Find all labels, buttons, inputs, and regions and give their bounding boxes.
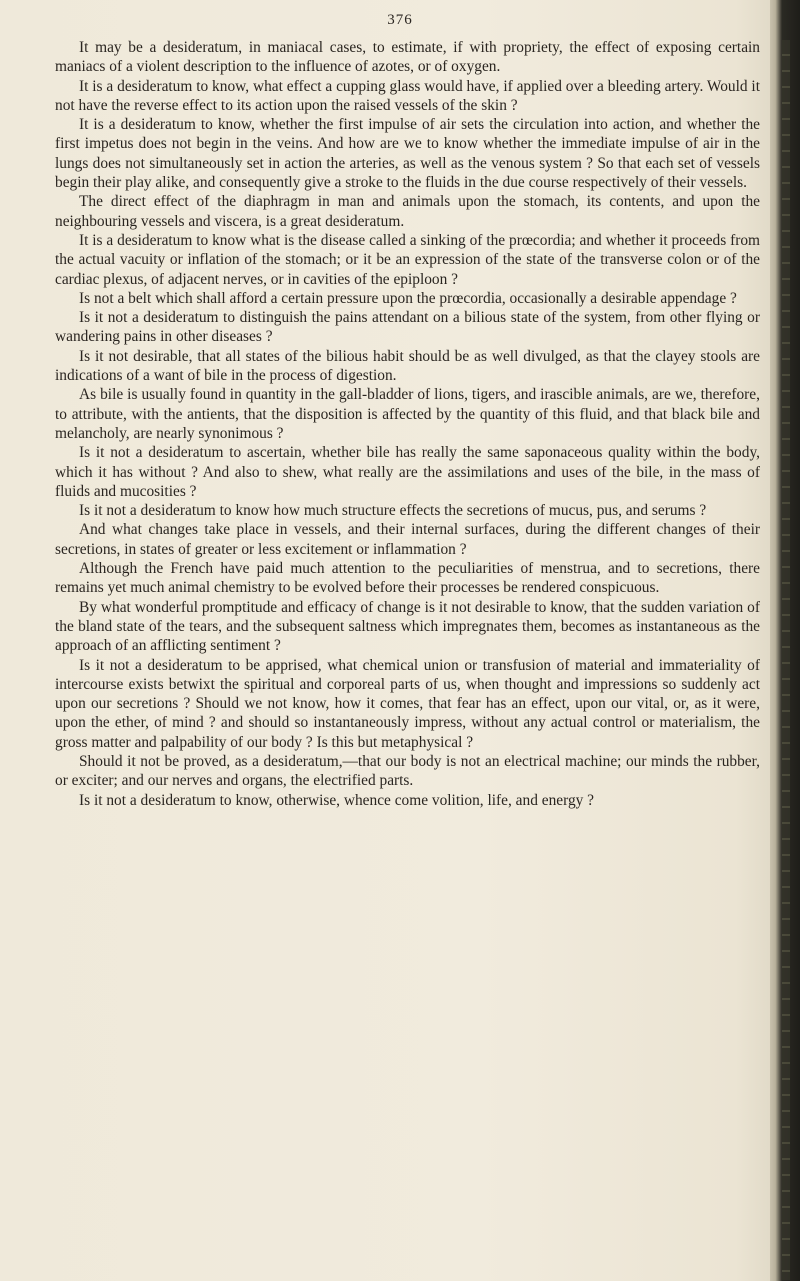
paragraph: The direct effect of the diaphragm in man and animals upon the stomach, its contents, and upon the neighbouring vessels and viscera, is a great desideratum. (55, 193, 760, 230)
paragraph: By what wonderful promptitude and efficacy of change is it not desirable to know, that the sudden variation of the bland state of the tears, and the subsequent saltness which impregnates them, becomes as instantaneous as the approach of an afflicting sentiment ? (55, 598, 760, 655)
paragraph: It is a desideratum to know, what effect a cupping glass would have, if applied over a bleeding artery. Would it not have the reverse effect to its action upon the raised vessels of the skin ? (55, 77, 760, 114)
paragraph: Is it not a desideratum to know how much structure effects the secretions of mucus, pus, and serums ? (79, 502, 707, 520)
paragraph: It is a desideratum to know, whether the first impulse of air sets the circulation into action, and whether the first impetus does not begin in the veins. And how are we to know whether the immediate impulse of air in the lungs does not simultaneously set in action the arteries, as well as the venous system ? So that each set of vessels begin their play alike, and consequently give a stroke to the fluids in the due course respectively of their vessels. (55, 116, 760, 192)
binding-strip (782, 40, 790, 1280)
paragraph: Is it not a desideratum to ascertain, whether bile has really the same saponaceous quality within the body, which it has without ? And also to shew, what really are the assimilations and uses of the bile, in the mass of fluids and mucosities ? (55, 444, 760, 500)
paragraph: It may be a desideratum, in maniacal cases, to estimate, if with propriety, the effect of exposing certain maniacs of a violent description to the influence of azotes, or of oxygen. (55, 39, 760, 76)
page-number: 376 (387, 12, 413, 28)
paragraph: It is a desideratum to know what is the disease called a sinking of the prœcordia; and whether it proceeds from the actual vacuity or inflation of the stomach; or it be an expression of the state of the transverse colon or of the cardiac plexus, of adjacent nerves, or in cavities of the epiploon ? (55, 231, 760, 288)
paragraph: Is it not a desideratum to distinguish the pains attendant on a bilious state of the system, from other flying or wandering pains in other diseases ? (55, 309, 760, 346)
paragraph: Should it not be proved, as a desideratum,—that our body is not an electrical machine; our minds the rubber, or exciter; and our nerves and organs, the electrified parts. (55, 752, 760, 790)
paragraph: Is it not desirable, that all states of the bilious habit should be as well divulged, as that the clayey stools are indications of a want of bile in the process of digestion. (55, 347, 760, 385)
paragraph: Is it not a desideratum to know, otherwise, whence come volition, life, and energy ? (79, 791, 595, 809)
body-text (55, 38, 760, 810)
paragraph: Although the French have paid much attention to the peculiarities of menstrua, and to secretions, there remains yet much animal chemistry to be evolved before their processes be rendered conspicuous. (55, 560, 760, 597)
paragraph: And what changes take place in vessels, and their internal surfaces, during the different changes of their secretions, in states of greater or less excitement or inflammation ? (55, 521, 760, 558)
paragraph: Is it not a desideratum to be apprised, what chemical union or transfusion of material and immateriality of intercourse exists betwixt the spiritual and corporeal parts of us, when thought and impressions so suddenly act upon our secretions ? Should we not know, how it comes, that fear has an effect, upon our vital, or, as it were, upon the ether, of mind ? and should so instantaneously impress, without any actual control or materialism, the gross matter and palpability of our body ? Is this but metaphysical ? (55, 656, 760, 751)
paragraph: As bile is usually found in quantity in the gall-bladder of lions, tigers, and irascible animals, are we, therefore, to attribute, with the antients, that the disposition is affected by the quantity of this fluid, and that black bile and melancholy, are nearly synonimous ? (55, 386, 760, 442)
paragraph: Is not a belt which shall afford a certain pressure upon the prœcordia, occasionally a desirable appendage ? (79, 289, 737, 307)
